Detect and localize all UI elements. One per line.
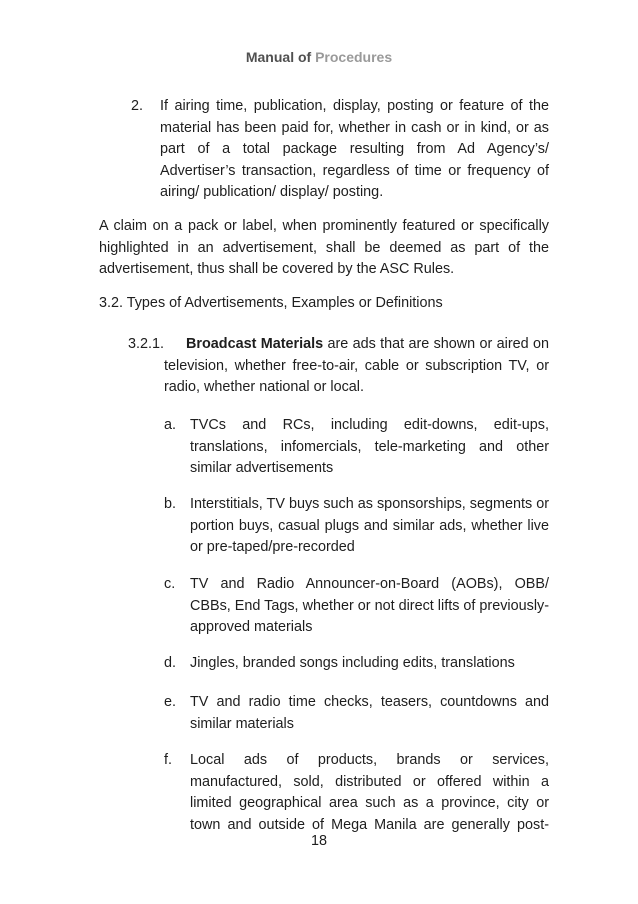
list-item-a-letter: a. <box>164 417 177 433</box>
header-manual-of: Manual of <box>245 49 312 65</box>
subsection-term: Broadcast Materials <box>186 336 324 352</box>
list-item-e-text: TV and radio time checks, teasers, countdowns and similar materials <box>190 694 549 732</box>
section-heading: 3.2. Types of Advertisements, Examples or Definitions <box>99 295 443 311</box>
subsection-text: are ads that are shown or aired on television, whether free-to-air, cable or subscription TV, or radio, whether national or local. <box>164 336 549 396</box>
list-item-b-text: Interstitials, TV buys such as sponsorships, segments or portion buys, casual plugs and similar ads, whether live or pre-taped/pre-recorded <box>190 496 549 556</box>
list-item-c-letter: c. <box>164 576 176 592</box>
list-item-a-text: TVCs and RCs, including edit-downs, edit-ups, translations, infomercials, tele-marketing and other similar advertisements <box>190 417 549 477</box>
page-number: 18 <box>310 833 327 849</box>
subsection-number: 3.2.1. <box>128 336 165 352</box>
list-item-f-text: Local ads of products, brands or services, manufactured, sold, distributed or offered within a limited geographical area such as a province, city or town and outside of Mega Manila are generally post- <box>190 752 549 833</box>
list-item-c-text: TV and Radio Announcer-on-Board (AOBs), OBB/ CBBs, End Tags, whether or not direct lifts of previously-approved materials <box>190 576 549 636</box>
subsection-body <box>164 334 549 399</box>
list-item-e-letter: e. <box>164 694 177 710</box>
header-procedures: Procedures <box>315 49 393 65</box>
list-item-f-letter: f. <box>164 752 172 768</box>
item-2-text: If airing time, publication, display, posting or feature of the material has been paid for, whether in cash or in kind, or as part of a total package resulting from Ad Agency’s/ Advertiser’s transaction, regardless of time or frequency of airing/ publication/ display/ posting. <box>160 98 549 201</box>
list-item-d-text: Jingles, branded songs including edits, translations <box>190 655 515 671</box>
list-item-d-letter: d. <box>164 655 177 671</box>
page-header <box>0 49 638 65</box>
claim-paragraph: A claim on a pack or label, when prominently featured or specifically highlighted in an advertisement, shall be deemed as part of the advertisement, thus shall be covered by the ASC Rules. <box>99 218 549 278</box>
item-2-number: 2. <box>131 98 144 114</box>
list-item-b-letter: b. <box>164 496 177 512</box>
